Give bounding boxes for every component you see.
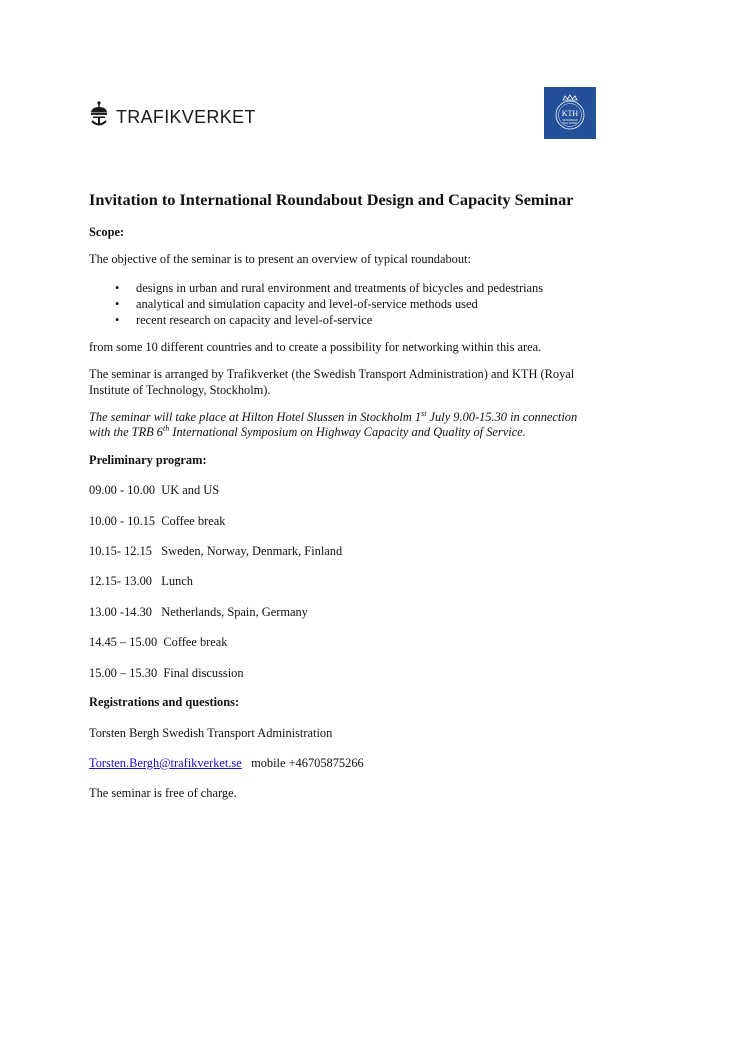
scope-intro: The objective of the seminar is to present an overview of typical roundabout:	[89, 252, 471, 267]
trafikverket-wordmark: TRAFIKVERKET	[116, 106, 256, 127]
venue-text-1: The seminar will take place at Hilton Hotel Slussen in Stockholm 1	[89, 410, 422, 425]
scope-bullet-item: • designs in urban and rural environment and treatments of bicycles and pedestrians	[89, 280, 669, 296]
program-item	[89, 574, 669, 589]
scope-bullet-item: • analytical and simulation capacity and level-of-service methods used	[89, 296, 669, 312]
arranged-line-2: Institute of Technology, Stockholm).	[89, 382, 271, 397]
program-item	[89, 605, 669, 620]
kth-logo-text: KTH	[561, 109, 579, 118]
venue-sup-1: st	[421, 408, 427, 418]
venue-text-2: July 9.00-15.30 in connection	[426, 410, 578, 425]
kth-logo-small-text-2: OCH KONST	[562, 122, 578, 125]
venue-text-4: International Symposium on Highway Capacity and Quality of Service.	[169, 425, 526, 440]
mobile-number: mobile +46705875266	[251, 755, 364, 770]
kth-logo	[544, 87, 596, 139]
program-topic: Coffee break	[163, 635, 228, 650]
scope-heading: Scope:	[89, 225, 125, 239]
kth-logo-small-text-1: VETENSKAP	[562, 119, 578, 122]
program-list	[89, 483, 669, 681]
program-item	[89, 666, 669, 681]
document-body	[89, 190, 669, 802]
venue-sup-2: th	[163, 424, 170, 434]
scope-bullet-list	[89, 280, 669, 328]
crown-emblem-icon	[88, 100, 110, 128]
scope-bullet-item: • recent research on capacity and level-of-service	[89, 312, 669, 328]
page-title: Invitation to International Roundabout Design and Capacity Seminar	[89, 190, 574, 209]
program-item	[89, 635, 669, 650]
venue-text-3: with the TRB 6	[89, 425, 163, 440]
program-heading: Preliminary program:	[89, 452, 207, 467]
program-item	[89, 514, 669, 529]
registration-contact-line	[89, 756, 669, 771]
program-topic: Sweden, Norway, Denmark, Finland	[161, 544, 343, 559]
program-time: 09.00 - 10.00	[89, 483, 156, 498]
venue-paragraph	[89, 410, 669, 441]
registration-heading: Registrations and questions:	[89, 695, 240, 710]
program-time: 10.15- 12.15	[89, 544, 152, 559]
free-of-charge-note: The seminar is free of charge.	[89, 786, 237, 801]
trafikverket-logo	[88, 100, 256, 128]
program-time: 10.00 - 10.15	[89, 513, 156, 528]
program-topic: Coffee break	[161, 513, 226, 528]
program-topic: Lunch	[161, 574, 193, 589]
program-item	[89, 544, 669, 559]
email-link[interactable]: Torsten.Bergh@trafikverket.se	[89, 755, 242, 770]
arranged-line-1: The seminar is arranged by Trafikverket (the Swedish Transport Administration) and KTH (Royal	[89, 367, 575, 382]
scope-outro: from some 10 different countries and to create a possibility for networking within this area.	[89, 339, 542, 354]
program-time: 15.00 – 15.30	[89, 665, 158, 680]
program-time: 13.00 -14.30	[89, 604, 152, 619]
program-time: 14.45 – 15.00	[89, 635, 158, 650]
arranged-paragraph	[89, 367, 669, 398]
program-item	[89, 483, 669, 498]
registration-contact: Torsten Bergh Swedish Transport Administration	[89, 725, 333, 740]
program-topic: Netherlands, Spain, Germany	[161, 604, 308, 619]
program-time: 12.15- 13.00	[89, 574, 152, 589]
program-topic: Final discussion	[163, 665, 244, 680]
program-topic: UK and US	[161, 483, 220, 498]
